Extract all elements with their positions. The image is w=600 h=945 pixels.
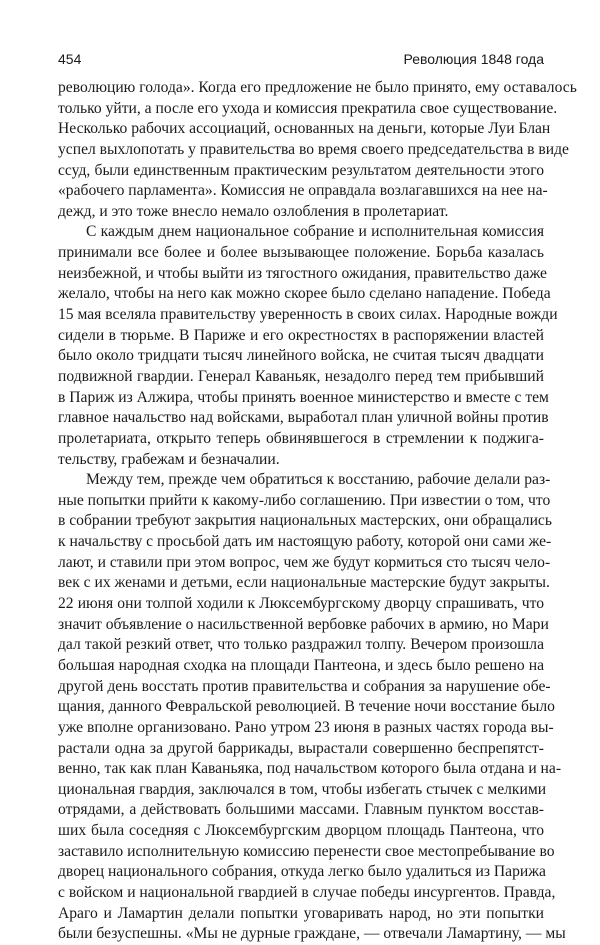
text-line: Несколько рабочих ассоциаций, основанных на деньги, которые Луи Блан [58, 120, 551, 138]
paragraph [58, 470, 566, 945]
text-line: циональная гвардия, заключался в том, чтобы избегать стычек с мелкими [58, 780, 547, 798]
text-line: Араго и Ламартин делали попытки уговаривать народ, но эти попытки [58, 904, 544, 922]
text-line: в Париж из Алжира, чтобы принять военное министерство и вместе с тем [58, 388, 549, 406]
text-line: дворец национального собрания, откуда легко было удалиться из Парижа [58, 863, 546, 881]
text-line: 15 мая вселяла правительству уверенность в своих силах. Народные вожди [58, 306, 558, 324]
text-line: было около тридцати тысяч линейного войска, не считая тысяч двадцати [58, 347, 544, 365]
text-line: большая народная сходка на площади Пантеона, и здесь было решено на [58, 656, 544, 674]
text-line: Между тем, прежде чем обратиться к восстанию, рабочие делали раз- [86, 471, 551, 489]
text-line: ссуд, были единственным практическим результатом деятельности этого [58, 161, 544, 179]
text-line: подвижной гвардии. Генерал Каваньяк, незадолго перед тем прибывший [58, 367, 544, 385]
text-line: с войском и национальной гвардией в случае победы инсургентов. Правда, [58, 883, 556, 901]
text-line: венно, так как план Каваньяка, под начальством которого была отдана и на- [58, 760, 562, 778]
text-line: отрядами, а действовать большими массами. Главным пунктом восстав- [58, 801, 544, 819]
text-line: заставило исполнительную комиссию перенести свое местопребывание во [58, 842, 555, 860]
body-text [58, 78, 577, 945]
text-line: С каждым днем национальное собрание и исполнительная комиссия [86, 223, 544, 241]
text-line: пролетариата, открыто теперь обвинявшегося в стремлении к поджига- [58, 429, 544, 447]
text-line: главное начальство над войсками, выработал план уличной войны против [58, 409, 549, 427]
text-line: неизбежной, и чтобы выйти из тягостного ожидания, правительство даже [58, 264, 547, 282]
text-line: 22 июня они толпой ходили к Люксембургскому дворцу спрашивать, что [58, 595, 544, 613]
text-line: ные попытки прийти к какому-либо соглашению. При известии о том, что [58, 491, 551, 509]
text-line: дал такой резкий ответ, что только раздражил толпу. Вечером произошла [58, 636, 544, 654]
text-line: щания, данного Февральской революцией. В течение ночи восстание было [58, 698, 555, 716]
paragraph [58, 222, 558, 470]
text-line: в собрании требуют закрытия национальных мастерских, они обращались [58, 512, 552, 530]
text-line: к начальству с просьбой дать им настоящую работу, которой они сами же- [58, 533, 552, 551]
text-line: уже вполне организовано. Рано утром 23 июня в разных частях города вы- [58, 718, 554, 736]
running-title: Революция 1848 года [403, 51, 544, 67]
paragraph [58, 78, 577, 222]
text-line: растали одна за другой баррикады, вырастали совершенно беспрепятст- [58, 739, 544, 757]
text-line: были безуспешны. «Мы не дурные граждане, — отвечали Ламартину, — мы [58, 925, 566, 943]
text-line: принимали все более и более вызывающее положение. Борьба казалась [58, 244, 544, 262]
text-line: только уйти, а после его ухода и комиссия прекратила свое существование. [58, 99, 558, 117]
page-number: 454 [58, 51, 82, 67]
text-line: сидели в тюрьме. В Париже и его окрестностях в распоряжении властей [58, 326, 544, 344]
page-header [58, 51, 544, 69]
text-line: лают, и ставили при этом вопрос, чем же будут кормиться сто тысяч чело- [58, 553, 551, 571]
text-line: желало, чтобы на него как можно скорее было сделано нападение. Победа [58, 285, 551, 303]
text-line: ших была соседняя с Люксембургским дворцом площадь Пантеона, что [58, 822, 544, 840]
text-line: другой день восстать против правительства и собрания за нарушение обе- [58, 677, 551, 695]
text-line: тельству, грабежам и безначалии. [58, 450, 280, 468]
text-line: революцию голода». Когда его предложение не было принято, ему оставалось [58, 79, 577, 96]
text-line: дежд, и это тоже внесло немало озлобления в пролетариат. [58, 202, 449, 220]
text-line: век с их женами и детьми, если национальные мастерские будут закрыты. [58, 574, 550, 592]
text-line: успел выхлопотать у правительства во время своего председательства в виде [58, 140, 569, 158]
text-line: «рабочего парламента». Комиссия не оправдала возлагавшихся на нее на- [58, 182, 548, 200]
text-line: значит объявление о насильственной вербовке рабочих в армию, но Мари [58, 615, 549, 633]
